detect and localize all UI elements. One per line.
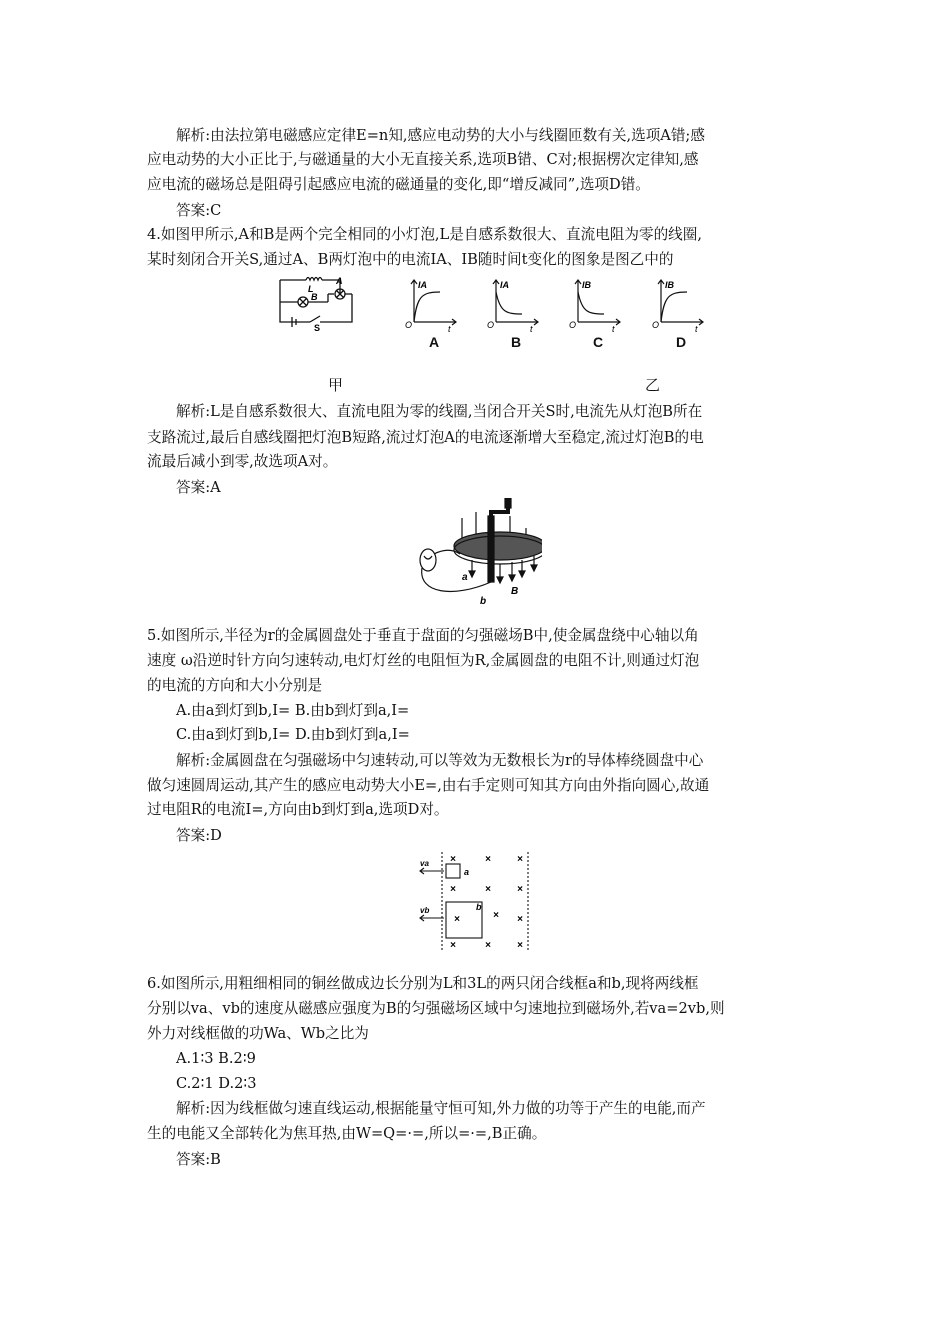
graph-b-origin: O xyxy=(487,320,495,330)
graph-a-ylabel: IA xyxy=(418,280,427,290)
graph-option-a xyxy=(404,276,462,332)
field-mark: × xyxy=(517,914,523,925)
q6-stem-line-2: 分别以va、vb的速度从磁感应强度为B的匀强磁场区域中匀速地拉到磁场外,若va=2vb,则 xyxy=(147,1000,725,1017)
graph-c-origin: O xyxy=(569,320,577,330)
q3-analysis-line-1: 解析:由法拉第电磁感应定律E=n知,感应电动势的大小与线圈匝数有关,选项A错;感 xyxy=(176,127,705,144)
q3-analysis-line-3: 应电流的磁场总是阻碍引起感应电流的磁通量的变化,即“增反减同”,选项D错。 xyxy=(147,176,650,193)
graph-a-origin: O xyxy=(405,320,413,330)
graph-option-b xyxy=(486,276,544,332)
figure-yi-label: 乙 xyxy=(645,376,661,394)
disk-label-a: a xyxy=(462,572,468,583)
q5-stem-line-1: 5.如图所示,半径为r的金属圆盘处于垂直于盘面的匀强磁场B中,使金属盘绕中心轴以角 xyxy=(147,627,699,644)
q6-options-row-2: C.2∶1 D.2∶3 xyxy=(176,1075,257,1092)
field-mark: × xyxy=(450,884,456,895)
q5-options-row-2: C.由a到灯到b,I= D.由b到灯到a,I= xyxy=(176,726,410,743)
graph-d-ylabel: IB xyxy=(665,280,674,290)
lamp-b-label: B xyxy=(311,292,318,302)
disk-label-field: B xyxy=(511,586,519,597)
lamp-a-label: A xyxy=(336,276,343,286)
graph-b-ylabel: IA xyxy=(500,280,509,290)
velocity-a-label: va xyxy=(420,859,429,868)
q6-answer: 答案:B xyxy=(176,1151,221,1168)
q5-analysis-line-3: 过电阻R的电流I=,方向由b到灯到a,选项D对。 xyxy=(147,801,449,818)
graph-option-c xyxy=(568,276,626,332)
figure-jia-label: 甲 xyxy=(328,376,344,394)
field-mark: × xyxy=(493,910,499,921)
graph-d-t: t xyxy=(695,324,698,332)
graph-caption-c: C xyxy=(593,334,604,350)
q4-stem-line-2: 某时刻闭合开关S,通过A、B两灯泡中的电流IA、IB随时间t变化的图象是图乙中的 xyxy=(147,251,674,268)
frame-b-label: b xyxy=(476,902,482,912)
q4-answer: 答案:A xyxy=(176,479,221,496)
q4-analysis-line-2: 支路流过,最后自感线圈把灯泡B短路,流过灯泡A的电流逐渐增大至稳定,流过灯泡B的电 xyxy=(147,429,704,446)
field-mark: × xyxy=(517,884,523,895)
q5-options-row-1: A.由a到灯到b,I= B.由b到灯到a,I= xyxy=(176,702,410,719)
q6-stem-line-1: 6.如图所示,用粗细相同的铜丝做成边长分别为L和3L的两只闭合线框a和b,现将两线框 xyxy=(147,975,699,992)
circuit-diagram xyxy=(270,272,366,332)
field-mark: × xyxy=(517,940,523,951)
field-mark: × xyxy=(517,854,523,865)
velocity-b-label: vb xyxy=(420,906,430,915)
field-mark: × xyxy=(485,940,491,951)
q6-analysis-line-2: 生的电能又全部转化为焦耳热,由W=Q=·=,所以=·=,B正确。 xyxy=(147,1125,547,1142)
coil-label: L xyxy=(308,284,314,294)
graph-caption-a: A xyxy=(429,334,440,350)
q6-analysis-line-1: 解析:因为线框做匀速直线运动,根据能量守恒可知,外力做的功等于产生的电能,而产 xyxy=(176,1100,706,1117)
field-mark: × xyxy=(454,914,460,925)
field-mark: × xyxy=(485,854,491,865)
graph-c-t: t xyxy=(612,324,615,332)
rotating-disk-figure xyxy=(414,498,542,608)
q6-stem-line-3: 外力对线框做的功Wa、Wb之比为 xyxy=(147,1025,369,1042)
q5-stem-line-3: 的电流的方向和大小分别是 xyxy=(147,677,323,694)
q4-analysis-line-1: 解析:L是自感系数很大、直流电阻为零的线圈,当闭合开关S时,电流先从灯泡B所在 xyxy=(176,403,703,420)
q3-analysis-line-2: 应电动势的大小正比于,与磁通量的大小无直接关系,选项B错、C对;根据楞次定律知,感 xyxy=(147,151,699,168)
graph-c-ylabel: IB xyxy=(582,280,591,290)
field-mark: × xyxy=(485,884,491,895)
q5-analysis-line-1: 解析:金属圆盘在匀强磁场中匀速转动,可以等效为无数根长为r的导体棒绕圆盘中心 xyxy=(176,752,704,769)
graph-b-t: t xyxy=(530,324,533,332)
frame-a-label: a xyxy=(464,867,470,877)
field-mark: × xyxy=(450,940,456,951)
graph-option-d xyxy=(651,276,709,332)
q3-answer: 答案:C xyxy=(176,202,222,219)
graph-caption-d: D xyxy=(676,334,687,350)
q4-analysis-line-3: 流最后减小到零,故选项A对。 xyxy=(147,453,338,470)
graph-a-t: t xyxy=(448,324,451,332)
q4-stem-line-1: 4.如图甲所示,A和B是两个完全相同的小灯泡,L是自感系数很大、直流电阻为零的线圈, xyxy=(147,226,702,243)
field-mark: × xyxy=(450,854,456,865)
graph-caption-b: B xyxy=(511,334,522,350)
q5-stem-line-2: 速度 ω沿逆时针方向匀速转动,电灯灯丝的电阻恒为R,金属圆盘的电阻不计,则通过灯泡 xyxy=(147,652,700,669)
graph-d-origin: O xyxy=(652,320,660,330)
switch-label: S xyxy=(314,323,321,332)
disk-label-b: b xyxy=(480,596,487,607)
q6-options-row-1: A.1∶3 B.2∶9 xyxy=(176,1050,256,1067)
q5-answer: 答案:D xyxy=(176,827,222,844)
magnetic-field-figure xyxy=(414,850,536,952)
q5-analysis-line-2: 做匀速圆周运动,其产生的感应电动势大小E=,由右手定则可知其方向由外指向圆心,故通 xyxy=(147,777,710,794)
